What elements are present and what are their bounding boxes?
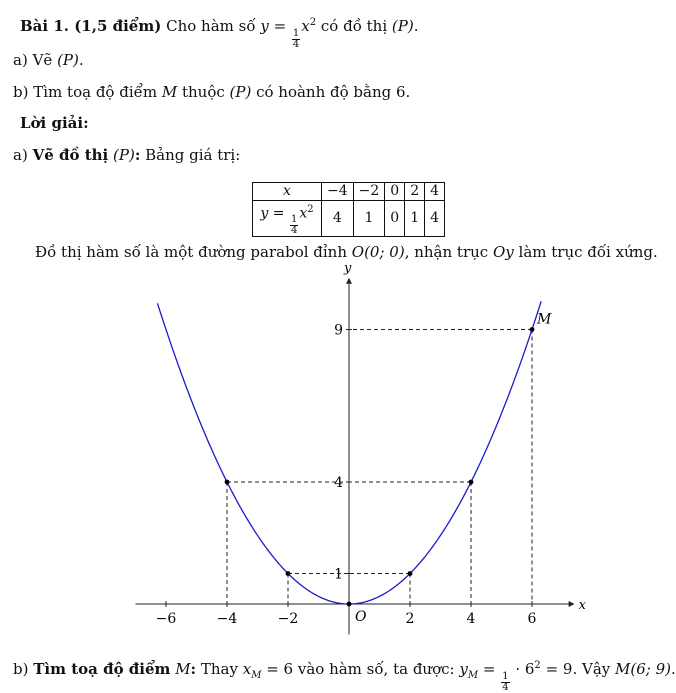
x-header: x <box>253 183 322 201</box>
x-tick-label: 6 <box>527 611 537 627</box>
data-point <box>347 602 352 607</box>
sol-a-label: a) <box>13 146 28 164</box>
table-cell: −4 <box>322 183 354 201</box>
sol-b-exp: 2 <box>534 660 541 671</box>
part-a-label: a) <box>13 51 28 69</box>
sol-b-bold: Tìm toạ độ điểm <box>33 660 171 678</box>
table-cell: 0 <box>385 183 405 201</box>
y-var: x <box>299 205 308 222</box>
sol-b-text4: = 9. Vậy <box>540 660 615 678</box>
part-a-end: . <box>78 51 84 69</box>
sol-b-ym: y <box>459 660 468 678</box>
data-point <box>286 571 291 576</box>
sol-b-eq: = <box>478 660 501 678</box>
table-cell: 4 <box>425 201 445 237</box>
desc-text2: , nhận trục <box>404 243 493 261</box>
problem-tail: có đồ thị <box>316 17 392 35</box>
graph-name: (P) <box>391 17 414 35</box>
sol-b-frac-den: 4 <box>502 681 509 693</box>
data-point <box>408 571 413 576</box>
table-cell: 4 <box>322 201 354 237</box>
desc-text3: làm trục đối xứng. <box>513 243 658 261</box>
y-axis-label: y <box>344 260 352 276</box>
sol-b-result: M(6; 9) <box>615 660 671 678</box>
data-point <box>530 327 535 332</box>
sol-b-end: . <box>670 660 676 678</box>
func-exp: 2 <box>309 17 317 28</box>
part-b-graph: (P) <box>229 83 252 101</box>
desc-text1: Đồ thị hàm số là một đường parabol đỉnh <box>35 243 352 261</box>
sol-a-graph: (P) <box>113 146 135 164</box>
x-tick-label: 4 <box>466 611 476 627</box>
x-tick-label: 2 <box>405 611 415 627</box>
func-lhs: y <box>260 17 269 35</box>
sol-b-text2: = 6 vào hàm số, ta được: <box>261 660 460 678</box>
table-cell: 2 <box>405 183 425 201</box>
func-var: x <box>301 17 310 35</box>
problem-intro: Cho hàm số <box>166 17 256 35</box>
solution-b <box>13 660 676 693</box>
x-axis-label: x <box>578 598 586 613</box>
y-tick-label: 9 <box>334 322 343 339</box>
func-eq: = <box>268 17 291 35</box>
sol-b-label: b) <box>13 660 29 678</box>
origin-label: O <box>355 609 367 625</box>
data-point <box>469 480 474 485</box>
x-axis-arrow <box>569 601 575 607</box>
problem-end: . <box>413 17 419 35</box>
sol-b-fraction <box>501 672 509 693</box>
sol-b-xm: x <box>242 660 252 678</box>
solution-title: Lời giải: <box>20 114 89 132</box>
sol-b-xm-sub: M <box>251 670 262 681</box>
sol-b-point: M <box>175 660 191 678</box>
y-lhs: y <box>260 205 269 222</box>
sol-b-ym-sub: M <box>467 670 479 681</box>
y-eq: = <box>268 205 289 222</box>
table-cell: 4 <box>425 183 445 201</box>
sol-b-text1: Thay <box>196 660 243 678</box>
sol-b-text3: · 6 <box>510 660 535 678</box>
sol-b-frac-num: 1 <box>502 670 509 682</box>
problem-heading: Bài 1. (1,5 điểm) <box>20 17 162 35</box>
frac-den: 4 <box>292 38 300 50</box>
part-b-point: M <box>161 83 178 101</box>
x-tick-label: −4 <box>216 611 238 627</box>
x-tick-label: −6 <box>155 611 177 627</box>
table-cell: −2 <box>353 183 385 201</box>
table-cell: 0 <box>385 201 405 237</box>
y-frac-num: 1 <box>290 214 298 226</box>
part-b-label: b) <box>13 83 29 101</box>
part-b-text1: Tìm toạ độ điểm <box>33 83 162 101</box>
part-a-graph: (P) <box>57 51 79 69</box>
sol-a-bold: Vẽ đồ thị <box>32 146 109 164</box>
y-frac-den: 4 <box>290 225 298 237</box>
x-tick-label: −2 <box>277 611 299 627</box>
part-b-text3: có hoành độ bằng 6. <box>251 83 411 101</box>
part-a-text: Vẽ <box>32 51 58 69</box>
table-cell: 1 <box>353 201 385 237</box>
sol-a-colon: : <box>134 146 141 164</box>
y-axis-arrow <box>346 278 352 284</box>
sol-a-text: Bảng giá trị: <box>140 146 241 164</box>
part-b-text2: thuộc <box>177 83 230 101</box>
y-tick-label: 4 <box>334 475 343 491</box>
table-cell: 1 <box>405 201 425 237</box>
y-tick-label: 1 <box>334 566 343 583</box>
desc-axis: Oy <box>492 243 514 261</box>
sol-b-colon: : <box>190 660 197 678</box>
desc-vertex: O(0; 0) <box>351 243 405 261</box>
data-point <box>225 480 230 485</box>
frac-num: 1 <box>292 27 300 39</box>
point-label-m: M <box>537 311 552 328</box>
y-exp: 2 <box>307 204 314 215</box>
